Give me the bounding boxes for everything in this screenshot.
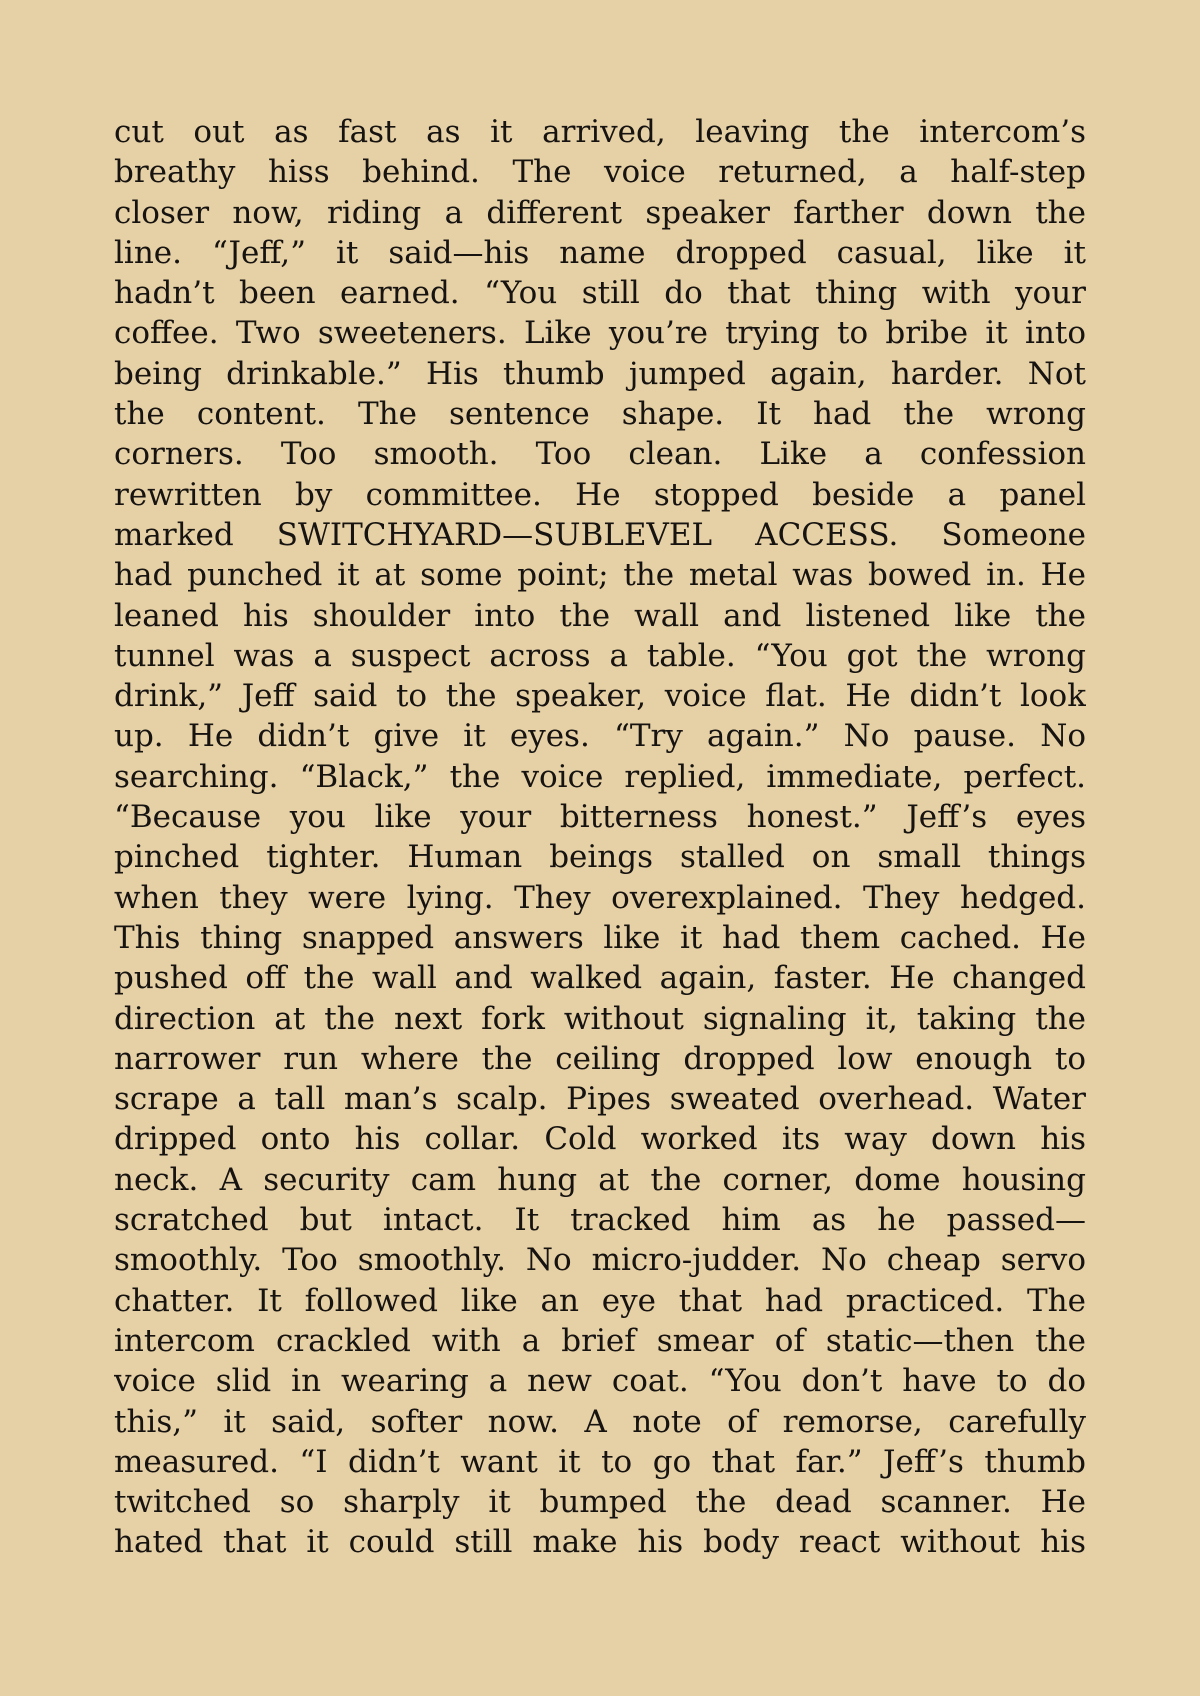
body-text bbox=[114, 112, 1086, 1563]
text-line: chatter. It followed like an eye that had practiced. The bbox=[114, 1282, 1086, 1319]
text-line: twitched so sharply it bumped the dead scanner. He bbox=[114, 1484, 1086, 1521]
text-line: had punched it at some point; the metal was bowed in. He bbox=[114, 557, 1086, 594]
text-line: leaned his shoulder into the wall and listened like the bbox=[114, 597, 1086, 634]
text-line: smoothly. Too smoothly. No micro-judder. No cheap servo bbox=[114, 1242, 1086, 1279]
text-line: scratched but intact. It tracked him as he passed— bbox=[114, 1202, 1086, 1239]
text-line: tunnel was a suspect across a table. “You got the wrong bbox=[114, 637, 1086, 674]
text-line: pinched tighter. Human beings stalled on small things bbox=[114, 839, 1086, 876]
text-line: line. “Jeff,” it said—his name dropped casual, like it bbox=[114, 234, 1086, 271]
text-line: hadn’t been earned. “You still do that thing with your bbox=[114, 275, 1086, 312]
text-line: scrape a tall man’s scalp. Pipes sweated overhead. Water bbox=[114, 1081, 1086, 1118]
text-line: corners. Too smooth. Too clean. Like a confession bbox=[114, 436, 1086, 473]
text-line: narrower run where the ceiling dropped low enough to bbox=[114, 1040, 1086, 1077]
text-line: direction at the next fork without signaling it, taking the bbox=[114, 1000, 1086, 1037]
text-line: hated that it could still make his body react without his bbox=[114, 1524, 1086, 1561]
text-line: breathy hiss behind. The voice returned, a half-step bbox=[114, 154, 1086, 191]
text-line: coffee. Two sweeteners. Like you’re trying to bribe it into bbox=[114, 315, 1086, 352]
text-line: the content. The sentence shape. It had the wrong bbox=[114, 396, 1086, 433]
text-line: This thing snapped answers like it had them cached. He bbox=[114, 919, 1086, 956]
text-line: dripped onto his collar. Cold worked its way down his bbox=[114, 1121, 1086, 1158]
text-line: “Because you like your bitterness honest.” Jeff’s eyes bbox=[114, 799, 1086, 836]
text-line: marked SWITCHYARD—SUBLEVEL ACCESS. Someone bbox=[114, 516, 1086, 553]
text-line: pushed off the wall and walked again, faster. He changed bbox=[114, 960, 1086, 997]
text-line: this,” it said, softer now. A note of remorse, carefully bbox=[114, 1403, 1086, 1440]
text-line: measured. “I didn’t want it to go that far.” Jeff’s thumb bbox=[114, 1443, 1086, 1480]
text-line: cut out as fast as it arrived, leaving the intercom’s bbox=[114, 114, 1086, 150]
text-line: being drinkable.” His thumb jumped again, harder. Not bbox=[114, 355, 1086, 392]
text-line: closer now, riding a different speaker farther down the bbox=[114, 194, 1086, 231]
text-line: voice slid in wearing a new coat. “You don’t have to do bbox=[114, 1363, 1086, 1400]
text-line: neck. A security cam hung at the corner, dome housing bbox=[114, 1161, 1086, 1198]
text-line: drink,” Jeff said to the speaker, voice flat. He didn’t look bbox=[114, 678, 1086, 715]
text-line: searching. “Black,” the voice replied, immediate, perfect. bbox=[114, 758, 1086, 795]
text-line: rewritten by committee. He stopped beside a panel bbox=[114, 476, 1086, 513]
text-line: up. He didn’t give it eyes. “Try again.” No pause. No bbox=[114, 718, 1086, 755]
text-line: intercom crackled with a brief smear of static—then the bbox=[114, 1322, 1086, 1359]
document-page bbox=[114, 112, 1086, 1563]
text-line: when they were lying. They overexplained. They hedged. bbox=[114, 879, 1086, 916]
